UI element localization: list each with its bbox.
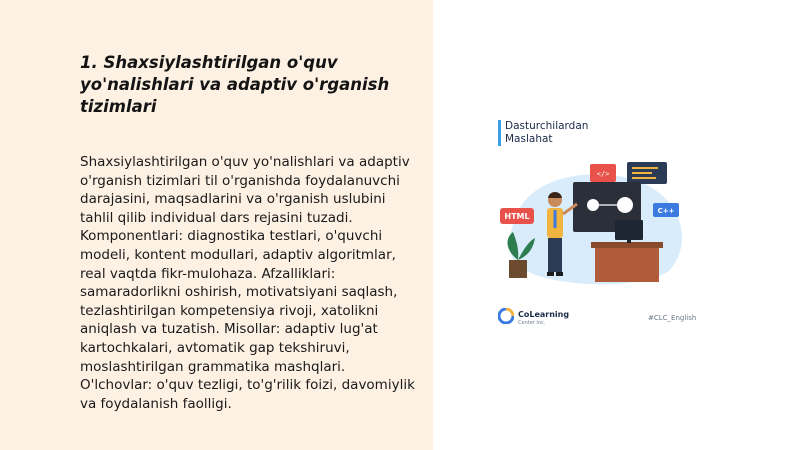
colearning-logo xyxy=(518,310,569,328)
developer-tie xyxy=(554,210,557,228)
html-badge-label: HTML xyxy=(504,212,530,221)
promo-hashtag: #CLC_English xyxy=(648,314,697,322)
developer-illustration xyxy=(495,160,695,290)
promo-card-title xyxy=(498,120,588,146)
promo-card-title-line2: Maslahat xyxy=(505,133,553,145)
developer-pants xyxy=(548,238,562,272)
colearning-logo-sub: Center inc. xyxy=(518,320,546,326)
monitor xyxy=(615,220,643,240)
plant-pot xyxy=(509,260,527,278)
cpp-badge-label: C++ xyxy=(657,207,675,215)
slide-body-text: Shaxsiylashtirilgan o'quv yo'nalishlari va adaptiv o'rganish tizimlari til o'rganishda foydalanuvchi darajasini, maqsadlarini va o'rganish uslubini tahlil qilib individual dars rejasini tuzadi. Komponentlari: diagnostika testlari, o'quvchi modeli, kontent modullari, adaptiv algoritmlar, real vaqtda fikr-mulohaza. Afzalliklari: samaradorlikni oshirish, motivatsiyani saqlash, tezlashtirilgan kompetensiya rivoji, xatolikni aniqlash va tuzatish. Misollar: adaptiv lug'at kartochkalari, avtomatik gap tekshiruvi, moslashtirilgan grammatika mashqlari. O'lchovlar: o'quv tezligi, to'g'rilik foizi, davomiylik va foydalanish faolligi. xyxy=(80,154,415,412)
colearning-logo-name: CoLearning xyxy=(518,310,570,319)
promo-card-title-line1: Dasturchilardan xyxy=(505,120,589,132)
slide-heading: 1. Shaxsiylashtirilgan o'quv yo'nalishlari va adaptiv o'rganish tizimlari xyxy=(80,53,390,116)
colearning-logo-icon xyxy=(498,308,514,324)
code-badge-label: </> xyxy=(596,170,610,178)
